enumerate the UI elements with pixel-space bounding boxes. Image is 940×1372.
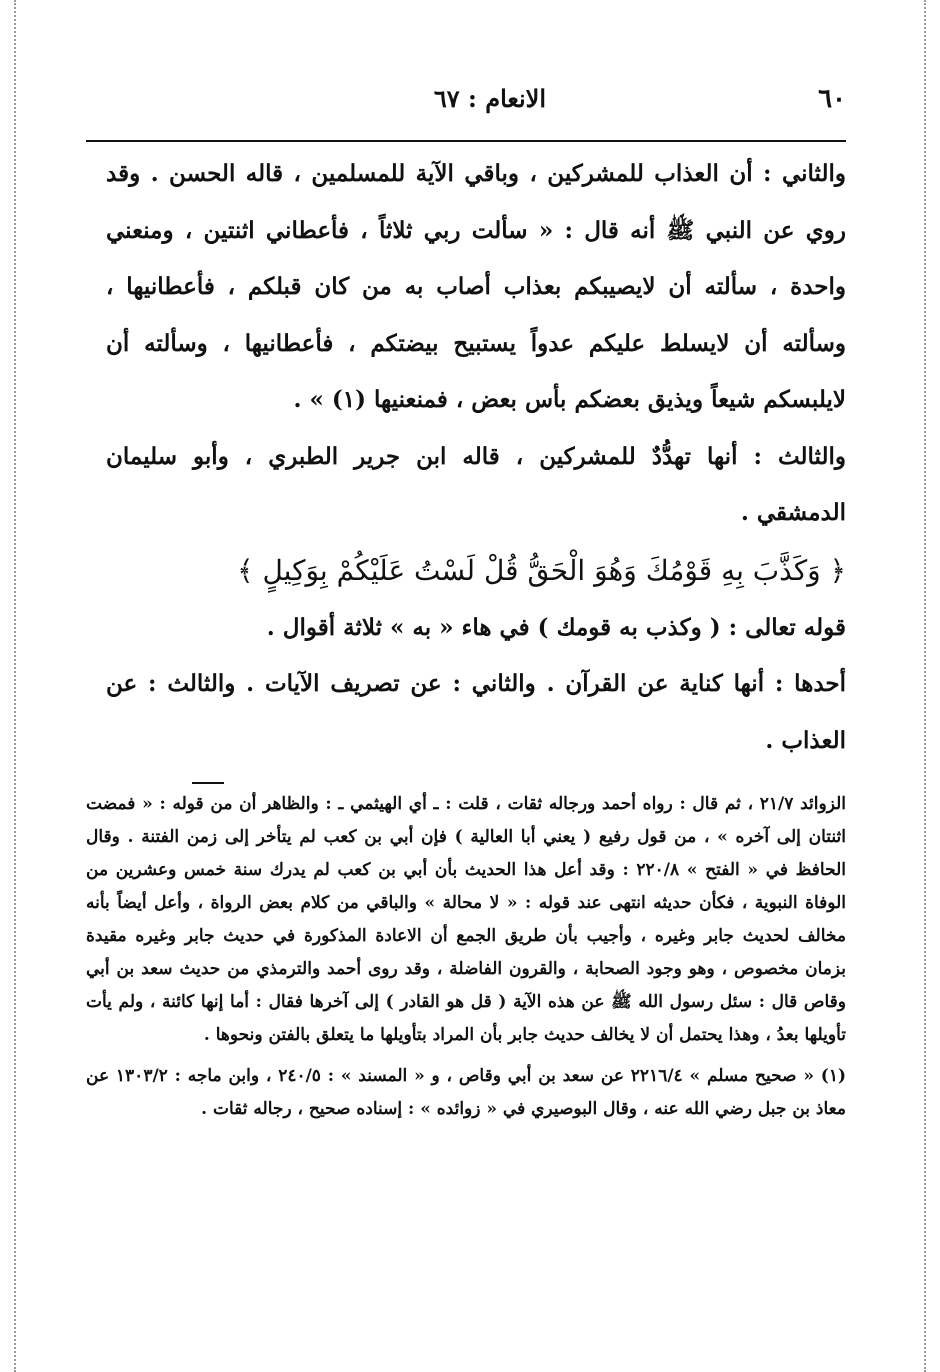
footnotes — [86, 788, 846, 1126]
paragraph-second-opinion: والثاني : أن العذاب للمشركين ، وباقي الآية للمسلمين ، قاله الحسن . وقد روي عن النبي ﷺ أنه قال : « سألت ربي ثلاثاً ، فأعطاني اثنتين ، ومنعني واحدة ، سألته أن لايصيبكم بعذاب أصاب به من كان قبلكم ، فأعطانيها ، وسألته أن لايسلط عليكم عدواً يستبيح بيضتكم ، فأعطانيها ، وسألته أن لايلبسكم شيعاً ويذيق بعضكم بأس بعض ، فمنعنيها (١) » . — [106, 160, 846, 413]
footnote-separator — [192, 782, 224, 784]
quran-verse: ﴿ وَكَذَّبَ بِهِ قَوْمُكَ وَهُوَ الْحَقُّ قُلْ لَسْتُ عَلَيْكُمْ بِوَكِيلٍ ﴾ — [237, 553, 846, 587]
footnote-1: (١) « صحيح مسلم » ٢٢١٦/٤ عن سعد بن أبي وقاص ، و « المسند » : ٢٤٠/٥ ، وابن ماجه : ١٣٠٣/٢ عن معاذ بن جبل رضي الله عنه ، وقال البوصيري في « زوائده » : إسناده صحيح ، رجاله ثقات . — [86, 1066, 846, 1119]
paragraph-commentary-heading: قوله تعالى : ( وكذب به قومك ) في هاء « به » ثلاثة أقوال . — [266, 613, 846, 641]
paragraph-third-opinion: والثالث : أنها تهدُّدٌ للمشركين ، قاله ابن جرير الطبري ، وأبو سليمان الدمشقي . — [106, 442, 846, 526]
scan-edge-right — [924, 0, 926, 1372]
footnote-continuation: الزوائد ٢١/٧ ، ثم قال : رواه أحمد ورجاله ثقات ، قلت : ـ أي الهيثمي ـ : والظاهر أن من قوله : « فمضت اثنتان إلى آخره » ، من قول رفيع ( يعني أبا العالية ) فإن أبي بن كعب لم يتأخر إلى زمن الفتنة . وقال الحافظ في « الفتح » ٢٢٠/٨ : وقد أعل هذا الحديث بأن أبي بن كعب لم يدرك سنة خمس وعشرين من الوفاة النبوية ، فكأن حديثه انتهى عند قوله : « لا محالة » والباقي من كلام بعض الرواة ، وأعل أيضاً بأنه مخالف لحديث جابر وغيره ، وأجيب بأن طريق الجمع أن الاعادة المذكورة في حديث جابر وغيره مقيدة بزمان مخصوص ، وهو وجود الصحابة ، والقرون الفاضلة ، وقد روى أحمد والترمذي من حديث سعد بن أبي وقاص قال : سئل رسول الله ﷺ عن هذه الآية ( قل هو القادر ) إلى آخرها فقال : أما إنها كائنة ، ولم يأت تأويلها بعدُ ، وهذا يحتمل أن لا يخالف حديث جابر بأن المراد بتأويلها ما يتعلق بالفتن ونحوها . — [86, 794, 846, 1045]
book-page — [86, 82, 846, 1119]
page-header — [86, 82, 846, 128]
main-text — [106, 146, 846, 769]
running-title: الانعام : ٦٧ — [433, 84, 546, 113]
scan-edge-left — [14, 0, 16, 1372]
page-number: ٦٠ — [818, 84, 846, 114]
paragraph-three-opinions: أحدها : أنها كناية عن القرآن . والثاني : عن تصريف الآيات . والثالث : عن العذاب . — [106, 670, 846, 754]
header-rule — [86, 140, 846, 142]
footnote-gap — [86, 1052, 846, 1060]
